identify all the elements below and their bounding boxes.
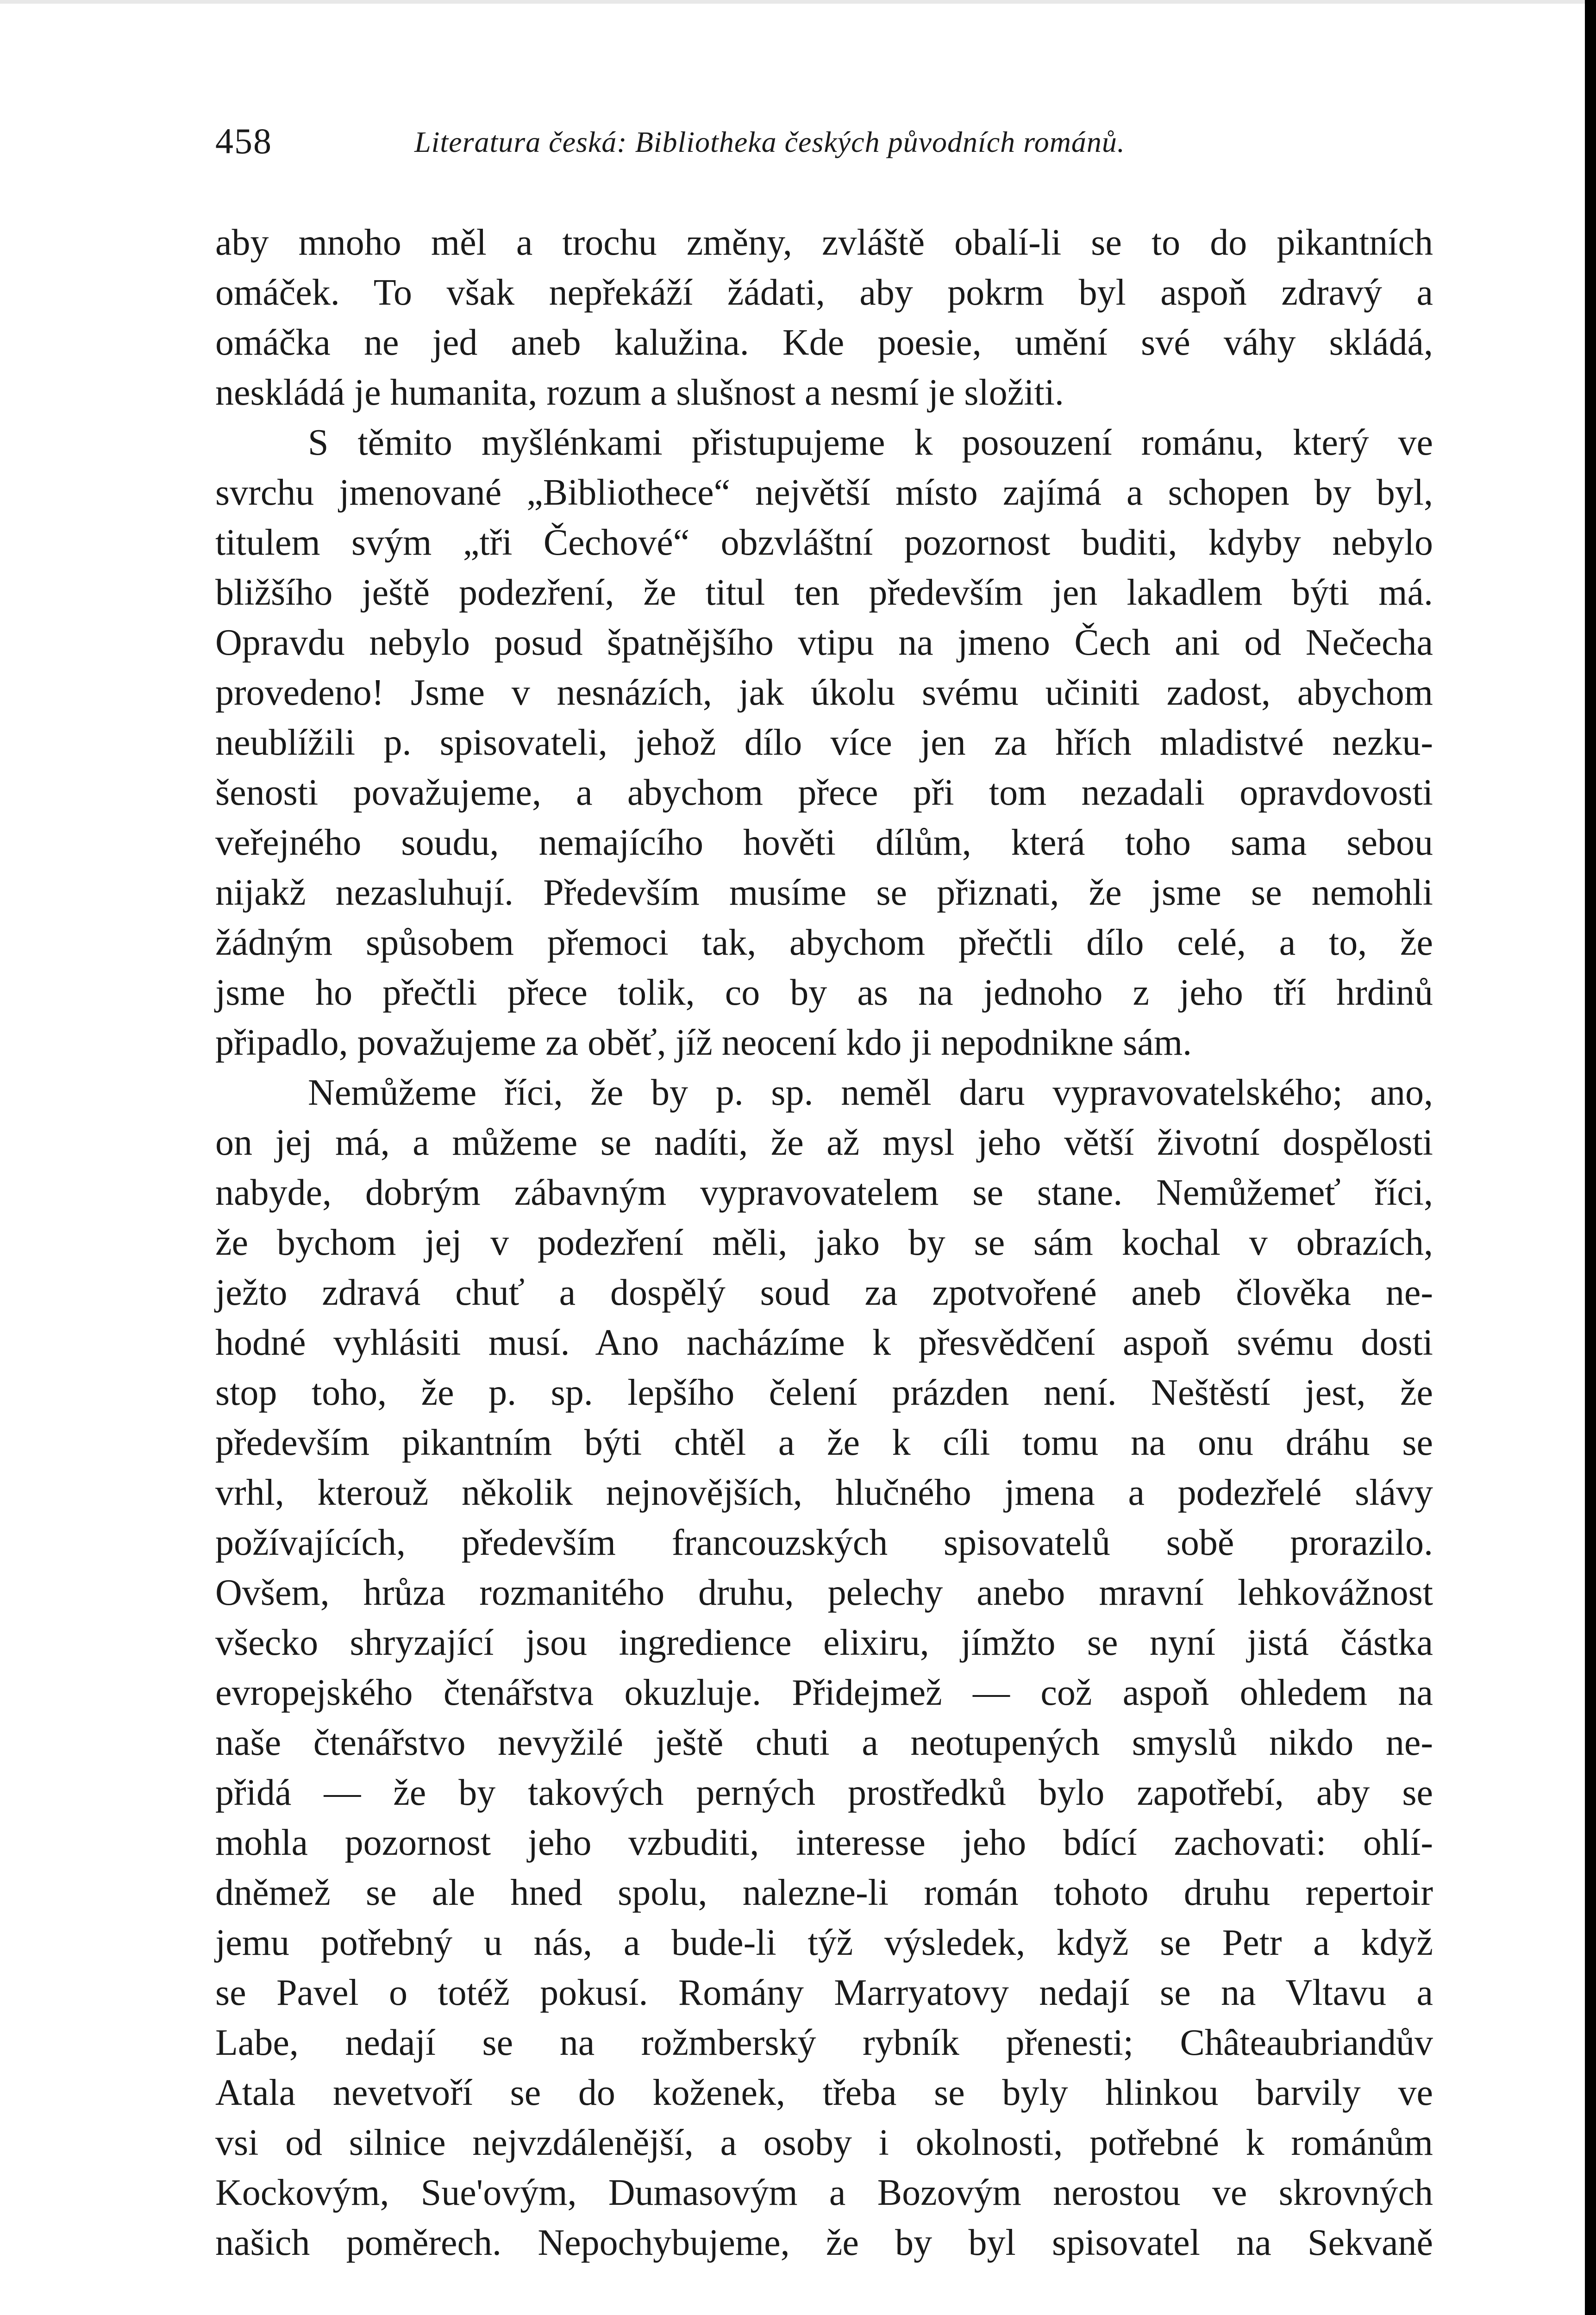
text-line: aby mnoho měl a trochu změny, zvláště obalí-li se to do pikantních xyxy=(215,222,1433,263)
text-line: dněmež se ale hned spolu, nalezne-li román tohoto druhu repertoir xyxy=(215,1872,1433,1913)
text-line: ježto zdravá chuť a dospělý soud za zpotvořené aneb člověka ne- xyxy=(215,1272,1433,1313)
text-line: naše čtenářstvo nevyžilé ještě chuti a neotupených smyslů nikdo ne- xyxy=(215,1722,1433,1763)
book-page xyxy=(215,116,1433,2268)
text-line: žádným spůsobem přemoci tak, abychom přečtli dílo celé, a to, že xyxy=(215,922,1433,963)
text-line: on jej má, a můžeme se nadíti, že až mysl jeho větší životní dospělosti xyxy=(215,1122,1433,1163)
text-line: všecko shryzající jsou ingredience elixiru, jímžto se nyní jistá částka xyxy=(215,1622,1433,1663)
text-line: Kockovým, Sue'ovým, Dumasovým a Bozovým nerostou ve skrovných xyxy=(215,2172,1433,2213)
text-line: hodné vyhlásiti musí. Ano nacházíme k přesvědčení aspoň svému dosti xyxy=(215,1322,1433,1363)
running-title: Literatura česká: Bibliotheka českých původních románů. xyxy=(414,125,1125,158)
text-line: nijakž nezasluhují. Především musíme se přiznati, že jsme se nemohli xyxy=(215,872,1433,913)
text-line: jemu potřebný u nás, a bude-li týž výsledek, když se Petr a když xyxy=(215,1922,1433,1963)
text-line: neublížili p. spisovateli, jehož dílo více jen za hřích mladistvé nezku- xyxy=(215,722,1433,763)
text-line: provedeno! Jsme v nesnázích, jak úkolu svému učiniti zadost, abychom xyxy=(215,672,1433,713)
text-line: přidá — že by takových perných prostředků bylo zapotřebí, aby se xyxy=(215,1772,1433,1813)
text-line: Labe, nedají se na rožmberský rybník přenesti; Châteaubriandův xyxy=(215,2022,1433,2063)
text-line: jsme ho přečtli přece tolik, co by as na jednoho z jeho tří hrdinů xyxy=(215,972,1433,1013)
text-line: především pikantním býti chtěl a že k cíli tomu na onu dráhu se xyxy=(215,1422,1433,1463)
text-line: vsi od silnice nejvzdálenější, a osoby i okolnosti, potřebné k románům xyxy=(215,2122,1433,2163)
text-line: požívajících, především francouzských spisovatelů sobě prorazilo. xyxy=(215,1522,1433,1563)
text-line: Ovšem, hrůza rozmanitého druhu, pelechy anebo mravní lehkovážnost xyxy=(215,1572,1433,1613)
text-line: se Pavel o totéž pokusí. Romány Marryatovy nedají se na Vltavu a xyxy=(215,1972,1433,2013)
scan-edge-top xyxy=(0,0,1596,4)
text-line: omáčka ne jed aneb kalužina. Kde poesie, umění své váhy skládá, xyxy=(215,322,1433,363)
text-line: že bychom jej v podezření měli, jako by se sám kochal v obrazích, xyxy=(215,1222,1433,1263)
text-line: veřejného soudu, nemajícího hověti dílům, která toho sama sebou xyxy=(215,822,1433,863)
text-line: Opravdu nebylo posud špatnějšího vtipu na jmeno Čech ani od Nečecha xyxy=(215,622,1433,663)
text-line: omáček. To však nepřekáží žádati, aby pokrm byl aspoň zdravý a xyxy=(215,272,1433,313)
scan-edge-right xyxy=(1585,0,1596,2315)
text-line: připadlo, považujeme za oběť, jíž neocení kdo ji nepodnikne sám. xyxy=(215,1022,1192,1063)
running-head xyxy=(215,116,1433,181)
text-line: svrchu jmenované „Bibliothece“ největší místo zajímá a schopen by byl, xyxy=(215,472,1433,513)
text-line: Nemůžeme říci, že by p. sp. neměl daru vypravovatelského; ano, xyxy=(308,1072,1433,1113)
text-line: titulem svým „tři Čechové“ obzvláštní pozornost buditi, kdyby nebylo xyxy=(215,522,1433,563)
text-line: mohla pozornost jeho vzbuditi, interesse jeho bdící zachovati: ohlí- xyxy=(215,1822,1433,1863)
text-line: našich poměrech. Nepochybujeme, že by byl spisovatel na Sekvaně xyxy=(215,2222,1433,2263)
text-line: nabyde, dobrým zábavným vypravovatelem se stane. Nemůžemeť říci, xyxy=(215,1172,1433,1213)
text-line: bližšího ještě podezření, že titul ten především jen lakadlem býti má. xyxy=(215,572,1433,613)
page-number: 458 xyxy=(215,121,272,161)
text-line: stop toho, že p. sp. lepšího čelení prázden není. Neštěstí jest, že xyxy=(215,1372,1433,1413)
text-line: S těmito myšlénkami přistupujeme k posouzení románu, který ve xyxy=(308,422,1433,463)
text-line: Atala nevetvoří se do koženek, třeba se byly hlinkou barvily ve xyxy=(215,2072,1433,2113)
text-line: vrhl, kterouž několik nejnovějších, hlučného jmena a podezřelé slávy xyxy=(215,1472,1433,1513)
text-line: evropejského čtenářstva okuzluje. Přidejmež — což aspoň ohledem na xyxy=(215,1672,1433,1713)
text-line: neskládá je humanita, rozum a slušnost a nesmí je složiti. xyxy=(215,372,1064,413)
body-text xyxy=(215,218,1433,2268)
text-line: šenosti považujeme, a abychom přece při tom nezadali opravdovosti xyxy=(215,772,1433,813)
